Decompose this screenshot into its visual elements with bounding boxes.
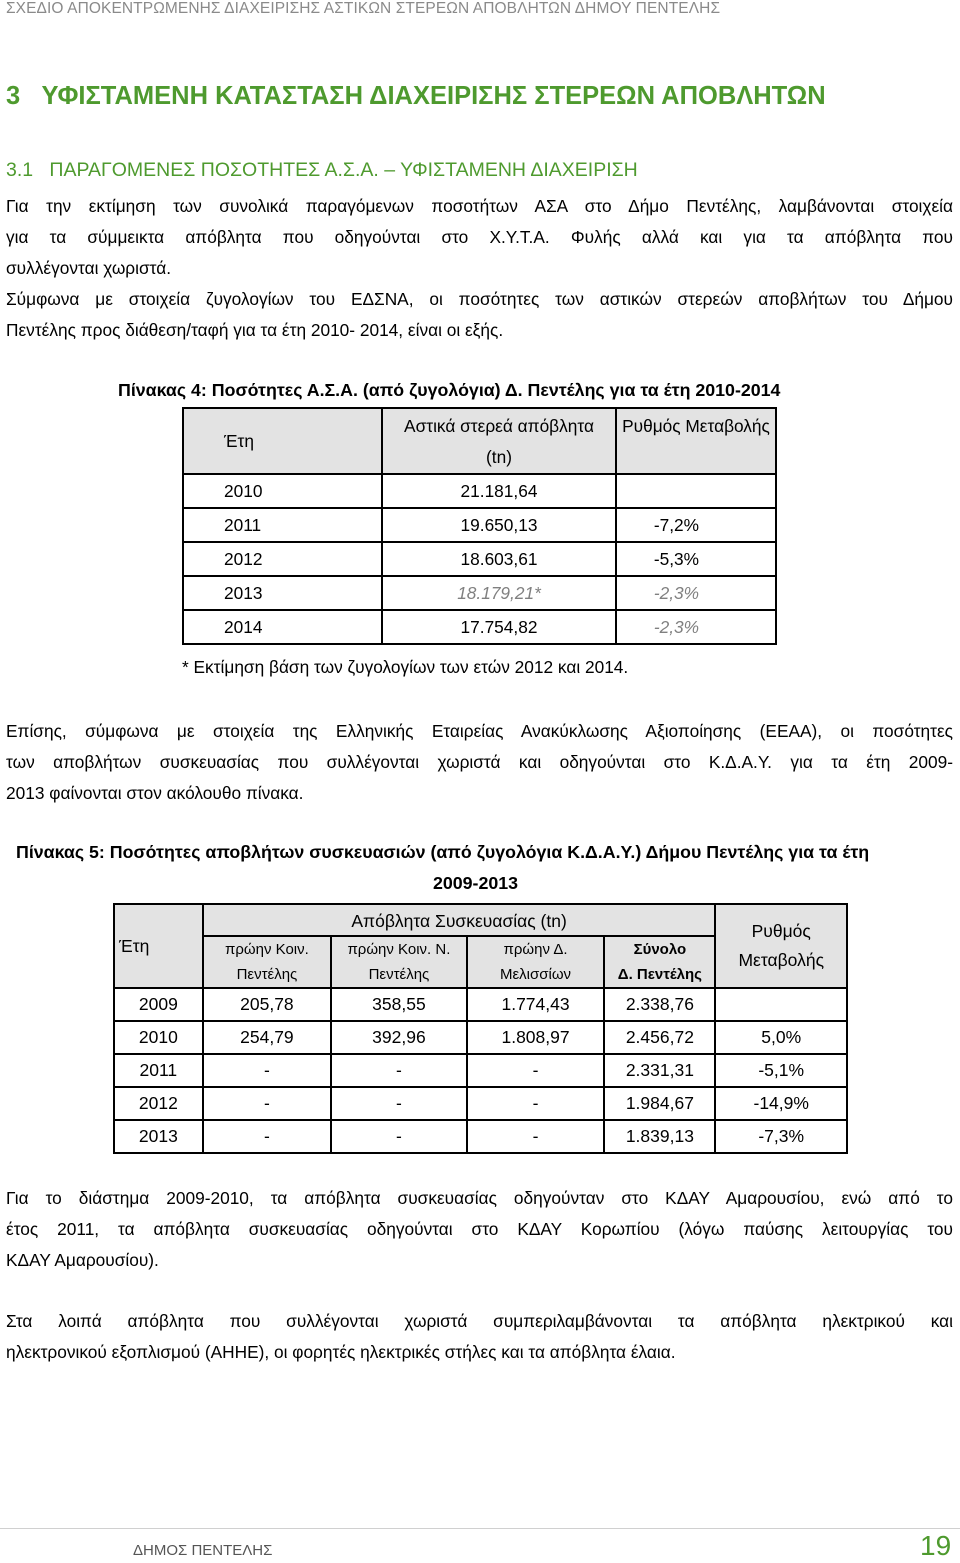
table-row — [183, 542, 776, 576]
table5-header-sub1-line2: Πεντέλης — [236, 966, 298, 983]
table5-cell: - — [331, 1120, 467, 1153]
table5-rate: -14,9% — [715, 1087, 847, 1120]
table-row — [114, 1120, 847, 1153]
table5-year: 2013 — [114, 1120, 203, 1153]
paragraph-line: ηλεκτρονικού εξοπλισμού (ΑΗΗΕ), οι φορητές ηλεκτρικές στήλες και τα απόβλητα έλαια. — [6, 1342, 676, 1362]
table5-caption-line2: 2009-2013 — [433, 873, 519, 893]
table5-cell: - — [203, 1087, 331, 1120]
table5-year: 2012 — [114, 1087, 203, 1120]
table5-header-rate-line1: Ρυθμός — [751, 921, 811, 941]
table-row — [114, 1021, 847, 1054]
table4-rate: -7,2% — [616, 508, 776, 542]
table4-footnote: * Εκτίμηση βάση των ζυγολογίων των ετών 2012 και 2014. — [182, 657, 629, 677]
paragraph-line: Για το διάστημα 2009-2010, τα απόβλητα συσκευασίας οδηγούνταν στο ΚΔΑΥ Αμαρουσίου, ενώ από το — [6, 1188, 953, 1208]
table5-total: 2.338,76 — [604, 988, 715, 1021]
paragraph-line: για τα σύμμεικτα απόβλητα που οδηγούνται στο Χ.Υ.Τ.Α. Φυλής αλλά και για τα απόβλητα που — [6, 227, 953, 247]
table-row — [183, 610, 776, 644]
table4-header-amount — [382, 408, 616, 474]
table5-header-sub1-line1: πρώην Κοιν. — [225, 941, 309, 958]
table4-year: 2014 — [183, 610, 382, 644]
table4-amount: 17.754,82 — [382, 610, 616, 644]
paragraph-line: Επίσης, σύμφωνα με στοιχεία της Ελληνικής Εταιρείας Ανακύκλωσης Αξιοποίησης (ΕΕΑΑ), οι ποσότητες — [6, 721, 953, 741]
table4-year: 2010 — [183, 474, 382, 508]
table-row — [114, 988, 847, 1021]
table5-header-total-line1: Σύνολο — [633, 941, 687, 958]
table5-year: 2010 — [114, 1021, 203, 1054]
table4-header-year: Έτη — [183, 408, 382, 474]
section-title-text: ΥΦΙΣΤΑΜΕΝΗ ΚΑΤΑΣΤΑΣΗ ΔΙΑΧΕΙΡΙΣΗΣ ΣΤΕΡΕΩΝ ΑΠΟΒΛΗΤΩΝ — [41, 82, 826, 110]
table5-header-sub2-line2: Πεντέλης — [368, 966, 430, 983]
table5-header-total — [604, 936, 715, 988]
table5-cell: 358,55 — [331, 988, 467, 1021]
table4-header-rate: Ρυθμός Μεταβολής — [616, 408, 776, 474]
table4-header-amount-line2: (tn) — [486, 447, 512, 467]
table5-year: 2009 — [114, 988, 203, 1021]
table5-total: 1.839,13 — [604, 1120, 715, 1153]
table5-total: 2.456,72 — [604, 1021, 715, 1054]
table-row — [114, 1054, 847, 1087]
table5-header-sub2 — [331, 936, 467, 988]
table4-amount-estimated: 18.179,21* — [382, 576, 616, 610]
table5-cell: - — [331, 1054, 467, 1087]
table5-cell: - — [467, 1120, 605, 1153]
table5 — [113, 903, 848, 1154]
page-number: 19 — [920, 1530, 952, 1561]
table5-header-total-line2: Δ. Πεντέλης — [617, 966, 702, 983]
table4-rate — [616, 474, 776, 508]
table5-cell: 205,78 — [203, 988, 331, 1021]
table5-rate: -7,3% — [715, 1120, 847, 1153]
table4-amount: 21.181,64 — [382, 474, 616, 508]
paragraph-other-waste — [6, 1306, 953, 1368]
paragraph-eeaa — [6, 716, 953, 809]
section-number: 3 — [6, 82, 21, 110]
footer-divider — [0, 1528, 960, 1529]
paragraph-kdau — [6, 1183, 953, 1276]
table5-header-rate-line2: Μεταβολής — [738, 950, 824, 970]
section-title — [6, 82, 826, 111]
table5-caption-line1: Πίνακας 5: Ποσότητες αποβλήτων συσκευασιών (από ζυγολόγια Κ.Δ.Α.Υ.) Δήμου Πεντέλης για τα έτη — [16, 842, 870, 862]
table4-year: 2013 — [183, 576, 382, 610]
table5-header-sub1 — [203, 936, 331, 988]
table5-year: 2011 — [114, 1054, 203, 1087]
table4-header-amount-line1: Αστικά στερεά απόβλητα — [404, 416, 594, 436]
table-row — [183, 508, 776, 542]
table4-rate-estimated: -2,3% — [616, 576, 776, 610]
table5-cell: 392,96 — [331, 1021, 467, 1054]
table5-cell: - — [467, 1087, 605, 1120]
table5-header-sub2-line1: πρώην Κοιν. Ν. — [347, 941, 451, 958]
paragraph-line: Σύμφωνα με στοιχεία ζυγολογίων του ΕΔΣΝΑ, οι ποσότητες των αστικών στερεών αποβλήτων του Δήμου — [6, 289, 953, 309]
table-row — [183, 474, 776, 508]
table4-year: 2012 — [183, 542, 382, 576]
table5-cell: 1.808,97 — [467, 1021, 605, 1054]
table4-caption: Πίνακας 4: Ποσότητες Α.Σ.Α. (από ζυγολόγια) Δ. Πεντέλης για τα έτη 2010-2014 — [118, 380, 781, 400]
table5-header-rate — [715, 904, 847, 988]
table5-header-group: Απόβλητα Συσκευασίας (tn) — [203, 904, 716, 936]
paragraph-line: έτος 2011, τα απόβλητα συσκευασίας οδηγούνται στο ΚΔΑΥ Κορωπίου (λόγω παύσης λειτουργίας του — [6, 1219, 953, 1239]
table5-header-sub3 — [467, 936, 605, 988]
paragraph-intro — [6, 191, 953, 284]
table5-rate: -5,1% — [715, 1054, 847, 1087]
paragraph-line: Στα λοιπά απόβλητα που συλλέγονται χωριστά συμπεριλαμβάνονται τα απόβλητα ηλεκτρικού και — [6, 1311, 953, 1331]
running-header: ΣΧΕΔΙΟ ΑΠΟΚΕΝΤΡΩΜΕΝΗΣ ΔΙΑΧΕΙΡΙΣΗΣ ΑΣΤΙΚΩΝ ΣΤΕΡΕΩΝ ΑΠΟΒΛΗΤΩΝ ΔΗΜΟΥ ΠΕΝΤΕΛΗΣ — [6, 0, 721, 17]
paragraph-line: ΚΔΑΥ Αμαρουσίου). — [6, 1250, 159, 1270]
paragraph-line: συλλέγονται χωριστά. — [6, 258, 172, 278]
table5-rate: 5,0% — [715, 1021, 847, 1054]
paragraph-line: 2013 φαίνονται στον ακόλουθο πίνακα. — [6, 783, 304, 803]
table5-header-sub3-line2: Μελισσίων — [499, 966, 572, 983]
table5-cell: - — [203, 1054, 331, 1087]
paragraph-line: Για την εκτίμηση των συνολικά παραγόμενων ποσοτήτων ΑΣΑ στο Δήμο Πεντέλης, λαμβάνονται στοιχεία — [6, 196, 953, 216]
table5-total: 1.984,67 — [604, 1087, 715, 1120]
table5-cell: - — [467, 1054, 605, 1087]
subsection-title: 3.1 ΠΑΡΑΓΟΜΕΝΕΣ ΠΟΣΟΤΗΤΕΣ Α.Σ.Α. – ΥΦΙΣΤΑΜΕΝΗ ΔΙΑΧΕΙΡΙΣΗ — [6, 159, 638, 181]
table4-year: 2011 — [183, 508, 382, 542]
table5-cell: 1.774,43 — [467, 988, 605, 1021]
table5-header-sub3-line1: πρώην Δ. — [503, 941, 568, 958]
table5-cell: - — [203, 1120, 331, 1153]
table4-amount: 19.650,13 — [382, 508, 616, 542]
table-row — [114, 1087, 847, 1120]
paragraph-edsna — [6, 284, 953, 346]
table5-cell: 254,79 — [203, 1021, 331, 1054]
paragraph-line: των αποβλήτων συσκευασίας που συλλέγονται χωριστά και οδηγούνται στο Κ.Δ.Α.Υ. για τα έτη 2009- — [6, 752, 953, 772]
table4-rate: -5,3% — [616, 542, 776, 576]
table4 — [182, 407, 777, 645]
table4-rate-estimated: -2,3% — [616, 610, 776, 644]
table5-rate — [715, 988, 847, 1021]
table4-amount: 18.603,61 — [382, 542, 616, 576]
table5-header-year: Έτη — [114, 904, 203, 988]
paragraph-line: Πεντέλης προς διάθεση/ταφή για τα έτη 2010- 2014, είναι οι εξής. — [6, 320, 504, 340]
table5-total: 2.331,31 — [604, 1054, 715, 1087]
footer-label: ΔΗΜΟΣ ΠΕΝΤΕΛΗΣ — [133, 1542, 273, 1559]
table5-cell: - — [331, 1087, 467, 1120]
table-row — [183, 576, 776, 610]
